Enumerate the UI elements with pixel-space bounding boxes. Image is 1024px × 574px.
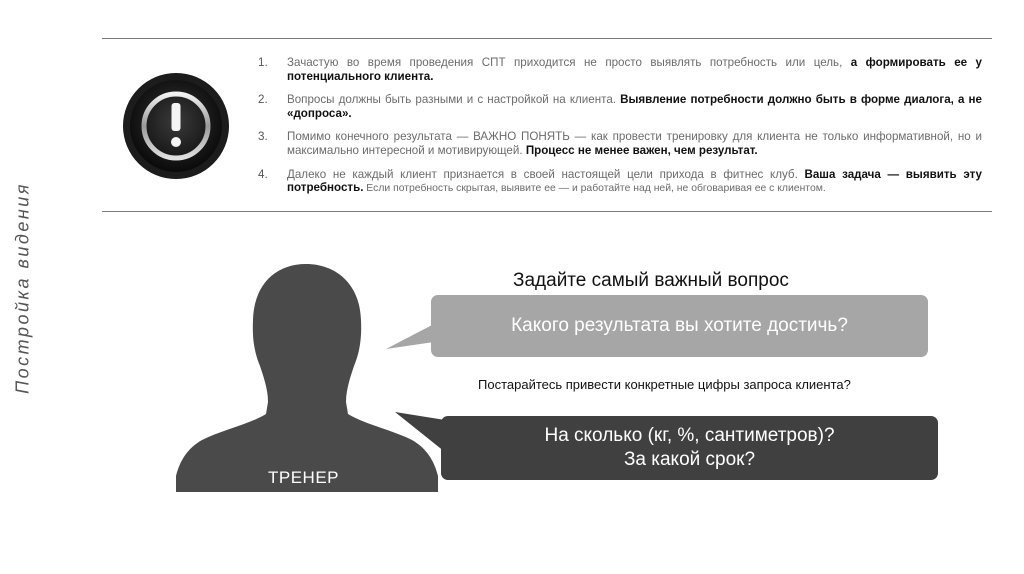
top-divider: [102, 38, 992, 39]
list-item: [258, 56, 982, 83]
side-title: [8, 170, 38, 406]
list-number: 3.: [258, 130, 268, 144]
bottom-divider: [102, 211, 992, 212]
list-number: 4.: [258, 167, 268, 181]
list-text: Помимо конечного результата — ВАЖНО ПОНЯТЬ — как провести тренировку для клиента не только информативной, но и максимально интересной и мотивирующей. Процесс не менее важен, чем результат.: [287, 130, 982, 157]
question-bubble-text: Какого результата вы хотите достичь?: [511, 315, 848, 336]
exclamation-icon: [122, 72, 230, 180]
list-text: Вопросы должны быть разными и с настройкой на клиента. Выявление потребности должно быть в форме диалога, а не «допроса».: [287, 93, 982, 120]
list-text: Зачастую во время проведения СПТ приходится не просто выявлять потребность или цель, а формировать ее у потенциального клиента.: [287, 56, 982, 83]
key-points-list: [258, 56, 982, 206]
answer-bubble-line: На сколько (кг, %, сантиметров)?: [544, 425, 835, 446]
hint-text: Постарайтесь привести конкретные цифры запроса клиента?: [478, 377, 851, 392]
answer-bubble: [441, 416, 938, 480]
speech-bubble-tail: [386, 322, 436, 352]
list-number: 1.: [258, 56, 268, 69]
list-item: [258, 93, 982, 120]
question-heading: Задайте самый важный вопрос: [513, 270, 789, 291]
side-title-text: Постройка видения: [12, 182, 33, 394]
list-text: Далеко не каждый клиент признается в своей настоящей цели прихода в фитнес клуб. Ваша задача — выявить эту потребность. Если потребность скрытая, выявите ее — и работайте над ней, не обговаривая ее с клиентом.: [287, 167, 982, 195]
speech-bubble-tail: [395, 412, 447, 458]
question-bubble: [431, 295, 928, 357]
trainer-label: ТРЕНЕР: [268, 468, 340, 487]
answer-bubble-line: За какой срок?: [623, 449, 756, 470]
list-item: [258, 168, 982, 196]
list-number: 2.: [258, 93, 268, 107]
list-item: [258, 130, 982, 157]
